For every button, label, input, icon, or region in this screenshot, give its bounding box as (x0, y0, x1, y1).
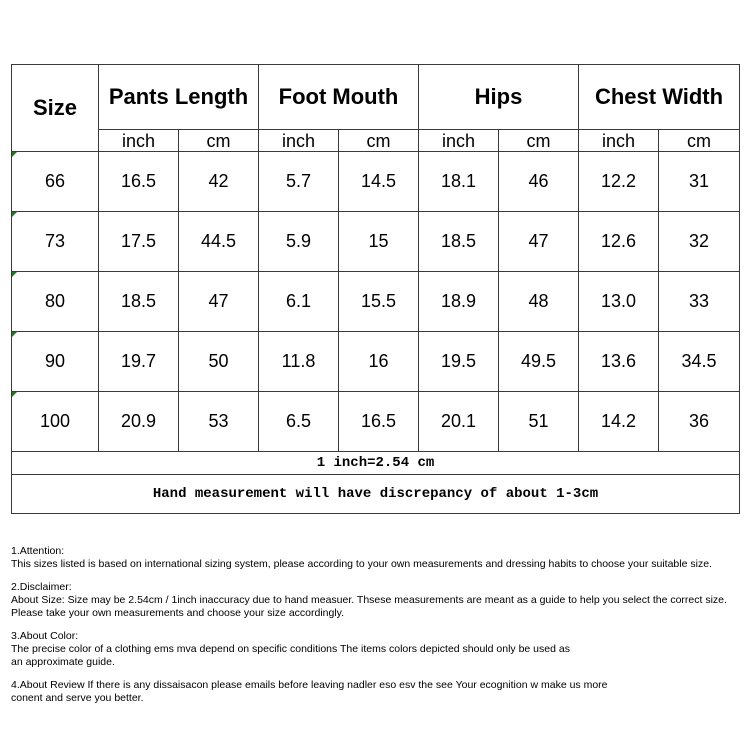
table-row (12, 332, 740, 392)
unit-cm: cm (179, 130, 259, 152)
note-heading: 3.About Color: (11, 630, 79, 642)
table-row (12, 212, 740, 272)
conversion-row (12, 452, 740, 475)
measurement-cell: 5.9 (259, 212, 339, 272)
note-text: This sizes listed is based on international sizing system, please according to your own measurements and dressing habits to choose your suitable size. (11, 558, 712, 570)
measurement-cell: 20.9 (99, 392, 179, 452)
group-header: Chest Width (579, 65, 740, 130)
measurement-cell: 20.1 (419, 392, 499, 452)
size-cell: 73 (12, 212, 99, 272)
measurement-cell: 6.5 (259, 392, 339, 452)
measurement-cell: 49.5 (499, 332, 579, 392)
measurement-cell: 18.5 (419, 212, 499, 272)
measurement-cell: 31 (659, 152, 740, 212)
size-column-header: Size (12, 65, 99, 152)
unit-cm: cm (659, 130, 740, 152)
measurement-cell: 19.5 (419, 332, 499, 392)
unit-inch: inch (259, 130, 339, 152)
measurement-cell: 53 (179, 392, 259, 452)
measurement-cell: 15 (339, 212, 419, 272)
measurement-cell: 11.8 (259, 332, 339, 392)
unit-row (12, 130, 740, 152)
measurement-cell: 19.7 (99, 332, 179, 392)
measurement-cell: 44.5 (179, 212, 259, 272)
unit-cm: cm (339, 130, 419, 152)
conversion-note: 1 inch=2.54 cm (12, 452, 740, 475)
unit-inch: inch (579, 130, 659, 152)
note-block (11, 545, 746, 571)
measurement-cell: 51 (499, 392, 579, 452)
measurement-cell: 50 (179, 332, 259, 392)
note-heading: 1.Attention: (11, 545, 65, 557)
discrepancy-row (12, 475, 740, 514)
measurement-cell: 16 (339, 332, 419, 392)
measurement-cell: 6.1 (259, 272, 339, 332)
unit-inch: inch (419, 130, 499, 152)
size-cell: 66 (12, 152, 99, 212)
group-header: Foot Mouth (259, 65, 419, 130)
measurement-cell: 36 (659, 392, 740, 452)
measurement-cell: 14.2 (579, 392, 659, 452)
measurement-cell: 42 (179, 152, 259, 212)
measurement-cell: 46 (499, 152, 579, 212)
table-row (12, 392, 740, 452)
size-chart-table (11, 64, 740, 514)
size-cell: 100 (12, 392, 99, 452)
measurement-cell: 47 (179, 272, 259, 332)
header-row (12, 65, 740, 130)
notes-section (11, 545, 746, 715)
measurement-cell: 33 (659, 272, 740, 332)
measurement-cell: 12.6 (579, 212, 659, 272)
measurement-cell: 5.7 (259, 152, 339, 212)
measurement-cell: 13.6 (579, 332, 659, 392)
note-text: About Size: Size may be 2.54cm / 1inch inaccuracy due to hand measuer. Thsese measurements are meant as a guide to help you select the correct size. (11, 594, 727, 606)
note-heading: 2.Disclaimer: (11, 581, 72, 593)
measurement-cell: 32 (659, 212, 740, 272)
group-header: Hips (419, 65, 579, 130)
note-text: Please take your own measurements and choose your size accordingly. (11, 607, 345, 619)
table-row (12, 272, 740, 332)
measurement-cell: 34.5 (659, 332, 740, 392)
unit-cm: cm (499, 130, 579, 152)
measurement-cell: 14.5 (339, 152, 419, 212)
note-text: 4.About Review If there is any dissaisacon please emails before leaving nadler eso esv the see Your ecognition w make us more (11, 679, 608, 691)
measurement-cell: 12.2 (579, 152, 659, 212)
measurement-cell: 47 (499, 212, 579, 272)
measurement-cell: 48 (499, 272, 579, 332)
measurement-cell: 18.9 (419, 272, 499, 332)
measurement-cell: 16.5 (99, 152, 179, 212)
size-cell: 90 (12, 332, 99, 392)
measurement-cell: 16.5 (339, 392, 419, 452)
note-block (11, 679, 746, 705)
note-block (11, 581, 746, 620)
measurement-cell: 15.5 (339, 272, 419, 332)
measurement-cell: 18.1 (419, 152, 499, 212)
table-row (12, 152, 740, 212)
size-cell: 80 (12, 272, 99, 332)
unit-inch: inch (99, 130, 179, 152)
note-block (11, 630, 746, 669)
measurement-cell: 18.5 (99, 272, 179, 332)
note-text: conent and serve you better. (11, 692, 144, 704)
note-text: an approximate guide. (11, 656, 115, 668)
group-header: Pants Length (99, 65, 259, 130)
note-text: The precise color of a clothing ems mva depend on specific conditions The items colors depicted should only be used as (11, 643, 570, 655)
measurement-cell: 17.5 (99, 212, 179, 272)
discrepancy-note: Hand measurement will have discrepancy of about 1-3cm (12, 475, 740, 514)
measurement-cell: 13.0 (579, 272, 659, 332)
